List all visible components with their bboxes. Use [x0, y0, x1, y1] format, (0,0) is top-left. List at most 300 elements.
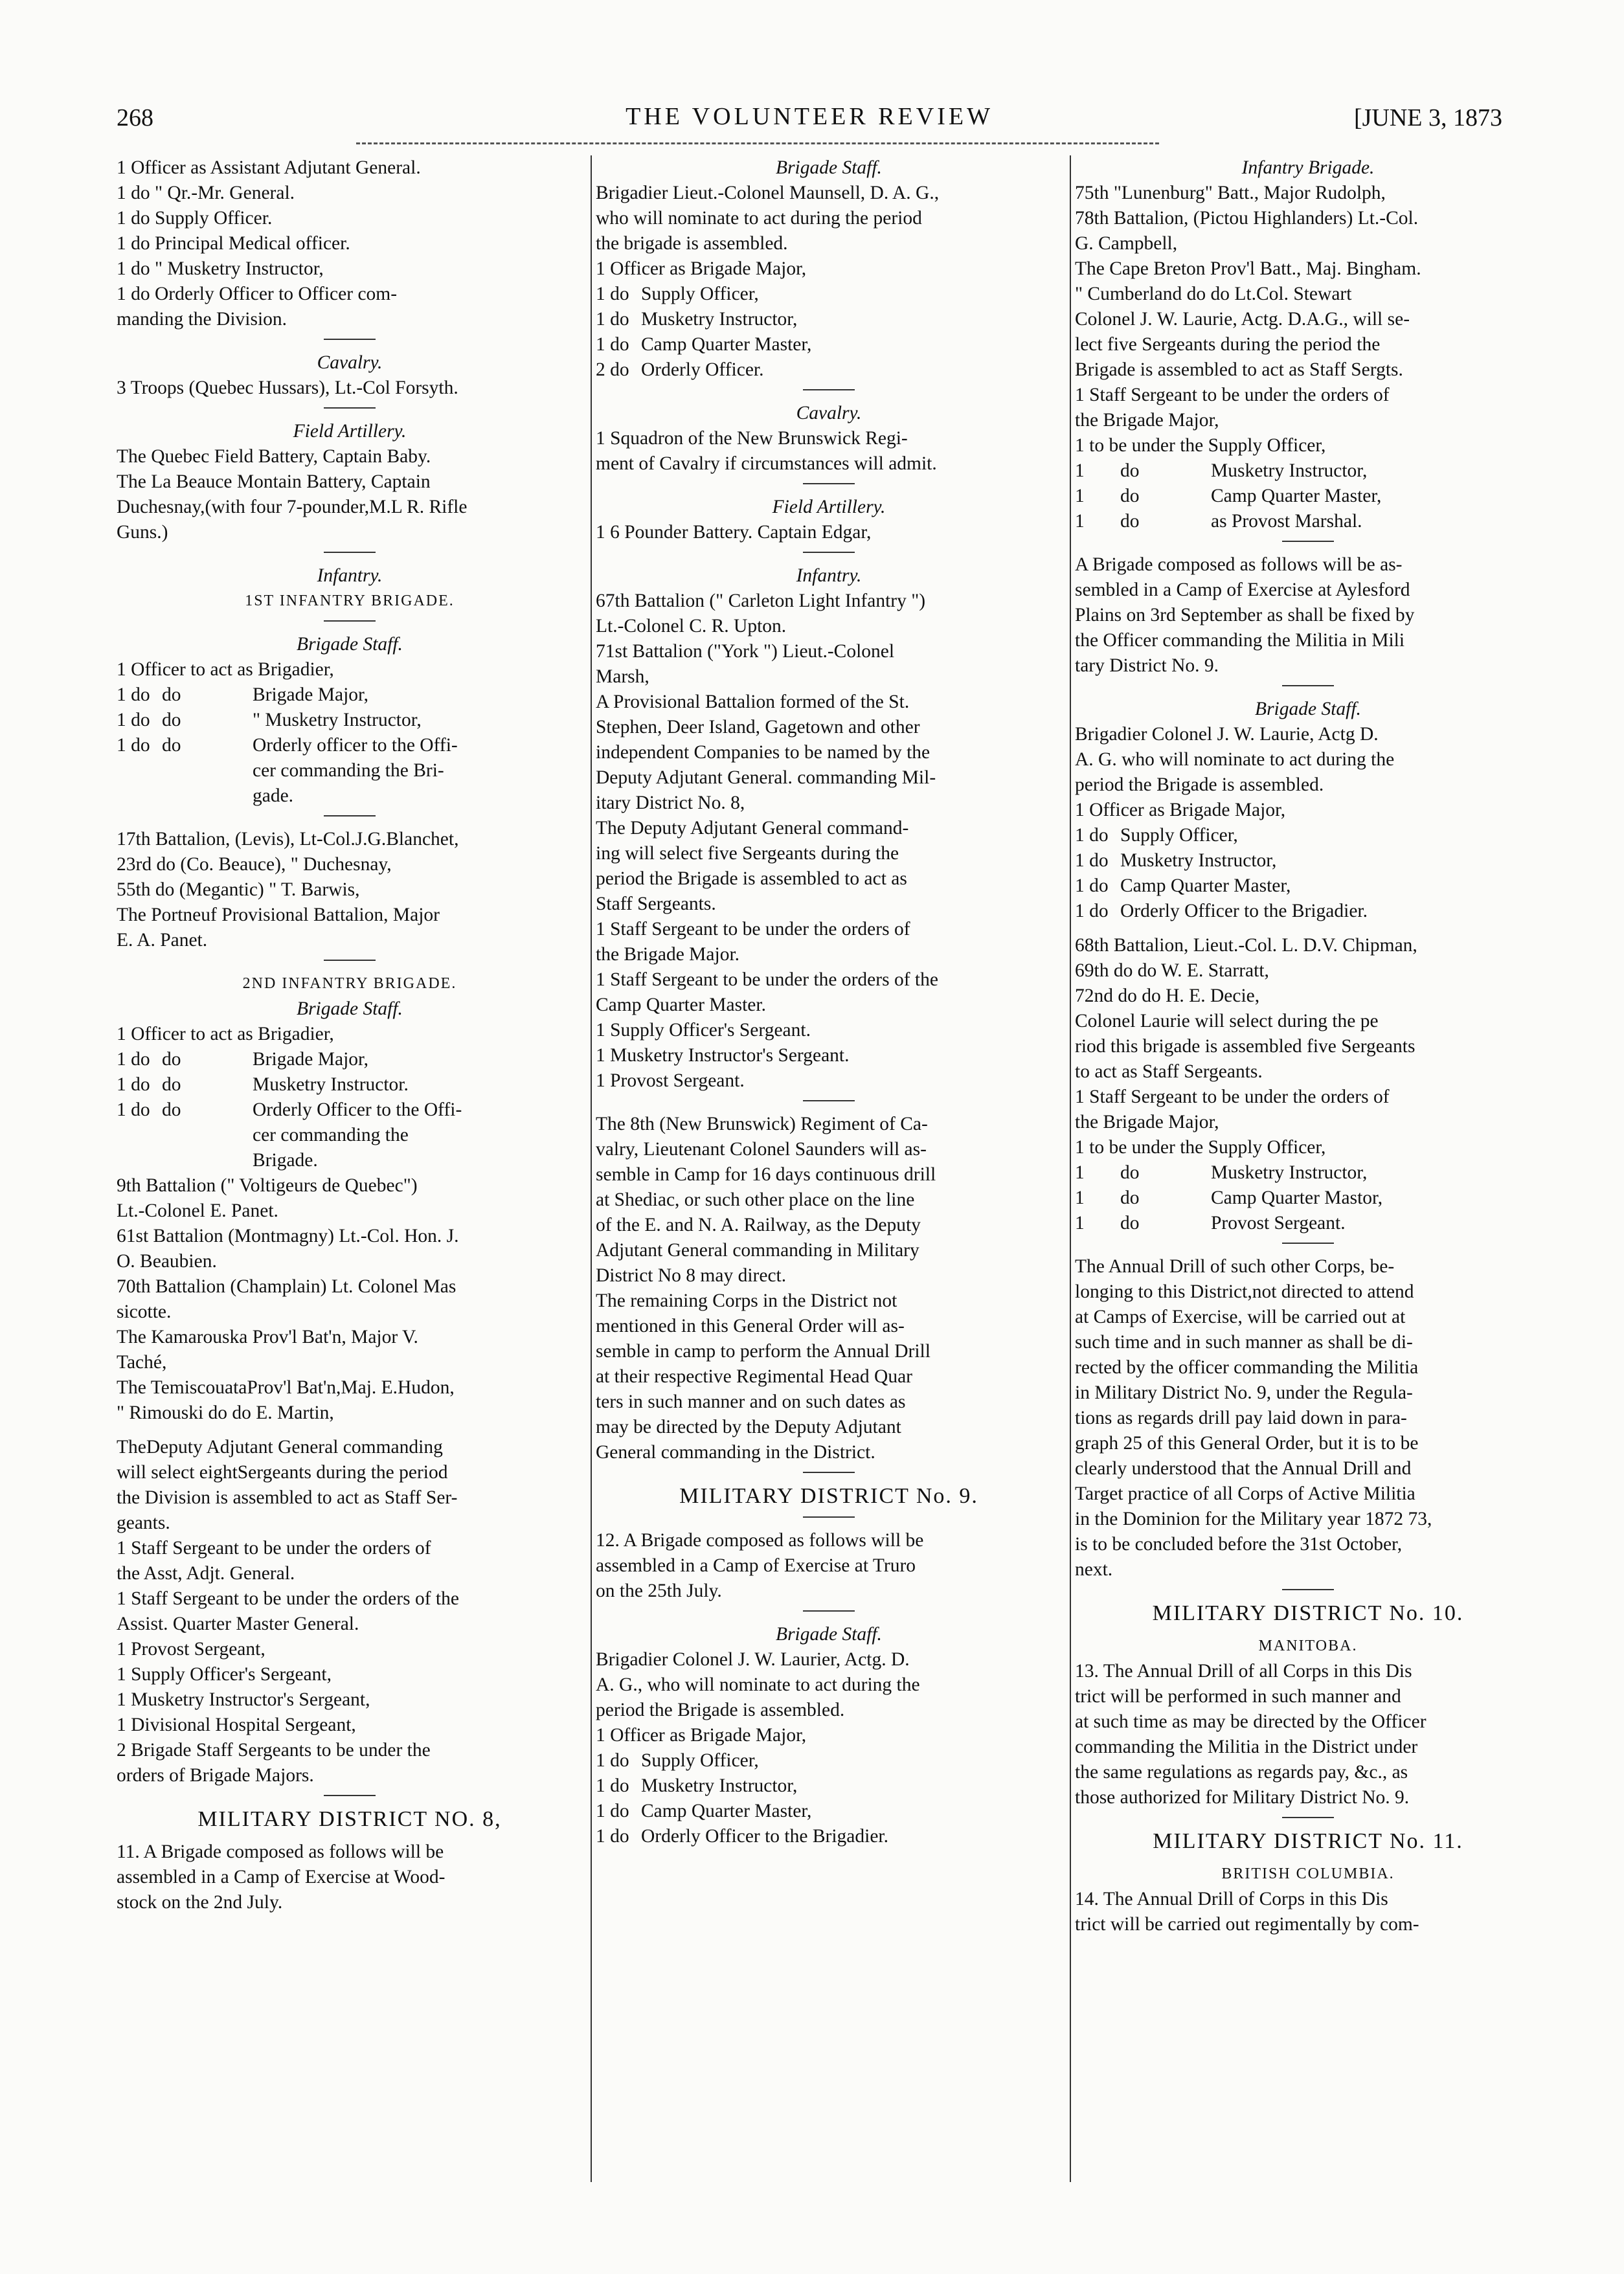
text-line: The Deputy Adjutant General command- — [596, 818, 909, 839]
list-item-cell: 1 do — [596, 334, 629, 355]
text-line: Brigadier Colonel J. W. Laurier, Actg. D. — [596, 1649, 910, 1670]
text-line: Colonel J. W. Laurie, Actg. D.A.G., will se- — [1075, 309, 1410, 330]
list-item-cell: 1 — [1075, 1213, 1085, 1233]
list-item — [1075, 873, 1541, 899]
paragraph — [596, 1528, 1062, 1604]
text-line: 55th do (Megantic) " T. Barwis, — [117, 879, 360, 900]
list-item-cell — [806, 1723, 1062, 1748]
section-rule — [1282, 685, 1334, 686]
list-item — [117, 708, 583, 733]
text-line: 61st Battalion (Montmagny) Lt.-Col. Hon. J. — [117, 1226, 459, 1246]
list-item-cell: Brigade Major, — [253, 684, 369, 705]
text-line: Lt.-Colonel E. Panet. — [117, 1200, 278, 1221]
text-line: the Asst, Adjt. General. — [117, 1563, 295, 1584]
text-line: " Rimouski do do E. Martin, — [117, 1402, 334, 1423]
list-item-cell: 1 do — [1075, 850, 1109, 871]
text-line: will select eightSergeants during the period — [117, 1462, 448, 1483]
text-line: 2 Brigade Staff Sergeants to be under the — [117, 1740, 431, 1761]
list-item-cell: 1 do — [117, 1049, 150, 1070]
section-heading: Infantry Brigade. — [1241, 157, 1375, 178]
text-line: E. A. Panet. — [117, 930, 208, 951]
text-line: commanding the Militia in the District under — [1075, 1737, 1418, 1757]
text-line: ing will select five Sergeants during the — [596, 843, 899, 864]
list-item — [1075, 848, 1541, 873]
list-item — [117, 1123, 583, 1148]
text-line: Assist. Quarter Master General. — [117, 1614, 359, 1634]
list-item-cell — [162, 758, 253, 783]
page-header — [117, 97, 1502, 136]
text-line: Duchesnay,(with four 7-pounder,M.L R. Rifle — [117, 497, 468, 517]
text-line: is to be concluded before the 31st October, — [1075, 1534, 1403, 1555]
district-heading: MILITARY DISTRICT No. 10. — [1152, 1601, 1464, 1625]
text-line: the Officer commanding the Militia in Mili — [1075, 630, 1405, 651]
text-line: ment of Cavalry if circumstances will admit. — [596, 453, 937, 474]
list-item-cell: do — [162, 1049, 181, 1070]
section-rule — [324, 1795, 376, 1796]
infantry-list — [596, 589, 1062, 690]
section-rule — [324, 815, 376, 816]
list-item-cell: do — [1120, 486, 1140, 506]
text-line: on the 25th July. — [596, 1581, 722, 1601]
battalion-list — [1075, 933, 1541, 1009]
text-line: Lt.-Colonel C. R. Upton. — [596, 616, 787, 636]
list-item-cell: Brigade. — [253, 1150, 318, 1171]
list-item-cell: Camp Quarter Master, — [641, 1801, 812, 1821]
list-item-cell: Musketry Instructor, — [1211, 1162, 1368, 1183]
sergeants-rows — [1075, 1160, 1541, 1236]
text-line: of the E. and N. A. Railway, as the Deputy — [596, 1215, 921, 1235]
text-line: The 8th (New Brunswick) Regiment of Ca- — [596, 1114, 928, 1134]
list-item-cell — [1285, 798, 1541, 823]
list-item-cell: do — [1120, 1213, 1140, 1233]
list-item-cell: 1 Officer as Brigade Major, — [1075, 800, 1286, 820]
list-item — [117, 1072, 583, 1098]
list-item-cell: 1 do — [117, 1099, 150, 1120]
list-item — [596, 1824, 1062, 1849]
text-line: The Portneuf Provisional Battalion, Major — [117, 905, 440, 925]
text-line: 71st Battalion ("York ") Lieut.-Colonel — [596, 641, 895, 662]
text-line: ters in such manner and on such dates as — [596, 1391, 906, 1412]
section-heading: Infantry. — [317, 565, 383, 586]
text-line: Colonel Laurie will select during the pe — [1075, 1011, 1379, 1031]
page-number: 268 — [117, 104, 153, 131]
list-item-cell: 1 do — [596, 1801, 629, 1821]
text-line: the Brigade Major, — [1075, 410, 1219, 431]
text-line: District No 8 may direct. — [596, 1265, 787, 1286]
list-item — [117, 657, 583, 682]
brigade-staff-list — [1075, 798, 1541, 924]
text-line: A. G. who will nominate to act during the — [1075, 749, 1395, 770]
list-item-cell: cer commanding the — [253, 1125, 409, 1145]
sergeants-list — [596, 917, 1062, 1094]
text-line: trict will be carried out regimentally by com- — [1075, 1914, 1419, 1935]
paragraph — [1075, 552, 1541, 679]
list-item-cell: as Provost Marshal. — [1211, 511, 1362, 532]
text-line: 1 Musketry Instructor's Sergeant. — [596, 1045, 850, 1066]
list-item-cell: Musketry Instructor, — [1211, 460, 1368, 481]
list-item-cell: 1 — [1075, 1188, 1085, 1208]
text-line: The Cape Breton Prov'l Batt., Maj. Bingham. — [1075, 258, 1421, 279]
brigade-staff-list — [117, 657, 583, 809]
paragraph — [117, 1435, 583, 1536]
text-line: 78th Battalion, (Pictou Highlanders) Lt.-Col. — [1075, 208, 1419, 229]
paragraph — [596, 181, 1062, 256]
division-staff-list — [117, 155, 583, 332]
text-line: may be directed by the Deputy Adjutant — [596, 1417, 901, 1437]
section-rule — [803, 1516, 855, 1518]
text-line: period the Brigade is assembled. — [596, 1700, 845, 1720]
list-item-cell — [162, 1123, 253, 1148]
text-line: 1 Supply Officer's Sergeant, — [117, 1664, 332, 1685]
list-item-cell: Orderly Officer. — [641, 359, 764, 380]
list-item-cell: gade. — [253, 785, 294, 806]
text-line: A Provisional Battalion formed of the St. — [596, 692, 910, 712]
text-line: the same regulations as regards pay, &c., as — [1075, 1762, 1408, 1783]
list-item-cell: 1 do — [596, 1775, 629, 1796]
list-item — [117, 682, 583, 708]
text-line: The Kamarouska Prov'l Bat'n, Major V. — [117, 1327, 418, 1347]
paragraph — [1075, 1659, 1541, 1810]
list-item-cell — [117, 758, 162, 783]
text-line: 9th Battalion (" Voltigeurs de Quebec") — [117, 1175, 418, 1196]
paragraph — [596, 1647, 1062, 1723]
list-item-cell: 1 Officer to act as Brigadier, — [117, 1024, 334, 1044]
list-item-cell — [334, 1022, 425, 1047]
paragraph — [1075, 1887, 1541, 1937]
sergeants-list — [1075, 1085, 1541, 1160]
list-item-cell: do — [1120, 511, 1140, 532]
section-rule — [324, 339, 376, 340]
text-line: the Brigade Major, — [1075, 1112, 1219, 1132]
column-3 — [1075, 155, 1541, 1937]
list-item-cell: Orderly Officer to the Offi- — [253, 1099, 462, 1120]
list-item-cell — [117, 783, 162, 809]
section-rule — [1282, 1589, 1334, 1590]
list-item-cell: 1 do — [117, 1074, 150, 1095]
section-heading: Brigade Staff. — [776, 157, 882, 178]
section-rule — [324, 552, 376, 553]
list-item-cell: 2 do — [596, 359, 629, 380]
list-item-cell: do — [162, 1099, 181, 1120]
list-item-cell: Camp Quarter Master, — [1120, 875, 1291, 896]
section-rule — [803, 389, 855, 390]
text-line: sicotte. — [117, 1301, 172, 1322]
list-item-cell: 1 do — [117, 735, 150, 756]
paragraph — [117, 1840, 583, 1915]
text-line: 3 Troops (Quebec Hussars), Lt.-Col Forsyth. — [117, 377, 458, 398]
text-line: Brigadier Colonel J. W. Laurie, Actg D. — [1075, 724, 1379, 745]
text-line: 1 Divisional Hospital Sergeant, — [117, 1715, 356, 1735]
section-rule — [1282, 1817, 1334, 1818]
district-heading: MILITARY DISTRICT No. 11. — [1153, 1829, 1463, 1853]
text-line: sembled in a Camp of Exercise at Aylesford — [1075, 580, 1410, 600]
text-line: 14. The Annual Drill of Corps in this Dis — [1075, 1889, 1388, 1909]
paragraph — [1075, 722, 1541, 798]
text-line: Taché, — [117, 1352, 167, 1373]
text-line: the Brigade Major. — [596, 944, 740, 965]
section-rule — [324, 620, 376, 622]
text-line: lect five Sergeants during the period the — [1075, 334, 1381, 355]
section-heading: Field Artillery. — [293, 421, 407, 442]
text-line: 1 do Supply Officer. — [117, 208, 273, 229]
district-heading: MILITARY DISTRICT No. 9. — [679, 1484, 978, 1508]
text-line: A. G., who will nominate to act during the — [596, 1674, 920, 1695]
text-line: independent Companies to be named by the — [596, 742, 930, 763]
list-item-cell: Camp Quarter Mastor, — [1211, 1188, 1383, 1208]
list-item — [596, 357, 1062, 383]
artillery-list — [117, 444, 583, 545]
list-item-cell: Supply Officer, — [1120, 825, 1238, 846]
list-item-cell: 1 Officer to act as Brigadier, — [117, 659, 334, 680]
text-line: assembled in a Camp of Exercise at Wood- — [117, 1867, 445, 1887]
text-line: 1 Staff Sergeant to be under the orders of the — [117, 1588, 459, 1609]
text-line: tary District No. 9. — [1075, 655, 1219, 676]
brigade-units-list — [117, 1173, 583, 1426]
section-rule — [803, 483, 855, 484]
text-line: General commanding in the District. — [596, 1442, 875, 1463]
section-rule — [803, 1100, 855, 1101]
list-item-cell: do — [162, 684, 181, 705]
text-line: 23rd do (Co. Beauce), " Duchesnay, — [117, 854, 392, 875]
list-item — [596, 1748, 1062, 1773]
list-item — [117, 733, 583, 758]
sergeants-list — [117, 1536, 583, 1788]
section-heading: Cavalry. — [796, 403, 862, 423]
text-line: period the Brigade is assembled to act as — [596, 868, 907, 889]
text-line: Deputy Adjutant General. commanding Mil- — [596, 767, 936, 788]
section-heading: Brigade Staff. — [297, 634, 403, 655]
section-rule — [803, 1472, 855, 1473]
text-line: 1 Musketry Instructor's Sergeant, — [117, 1689, 370, 1710]
list-item — [117, 783, 583, 809]
text-line: graph 25 of this General Order, but it is to be — [1075, 1433, 1419, 1454]
text-line: The Annual Drill of such other Corps, be- — [1075, 1256, 1395, 1277]
text-line: assembled in a Camp of Exercise at Truro — [596, 1555, 916, 1576]
list-item-cell: 1 do — [117, 710, 150, 730]
list-item — [596, 256, 1062, 282]
list-item-cell: Musketry Instructor, — [641, 309, 798, 330]
text-line: longing to this District,not directed to attend — [1075, 1281, 1414, 1302]
text-line: the brigade is assembled. — [596, 233, 788, 254]
text-line: 1 do Orderly Officer to Officer com- — [117, 284, 398, 304]
text-line: 12. A Brigade composed as follows will be — [596, 1530, 924, 1551]
text-line: semble in camp to perform the Annual Drill — [596, 1341, 930, 1362]
paragraph — [596, 1289, 1062, 1465]
list-item — [596, 282, 1062, 307]
district-heading: MILITARY DISTRICT NO. 8, — [197, 1807, 502, 1831]
text-line: in Military District No. 9, under the Regula- — [1075, 1382, 1413, 1403]
list-item-cell: Camp Quarter Master, — [1211, 486, 1382, 506]
list-item-cell — [117, 1148, 162, 1173]
list-item-cell: 1 — [1075, 1162, 1085, 1183]
text-line: 1 6 Pounder Battery. Captain Edgar, — [596, 522, 872, 543]
paragraph — [596, 816, 1062, 917]
list-item — [1075, 509, 1541, 534]
list-item-cell: cer commanding the Bri- — [253, 760, 444, 781]
section-heading: Brigade Staff. — [1255, 699, 1361, 719]
subsection-heading: BRITISH COLUMBIA. — [1221, 1865, 1395, 1882]
list-item-cell: Orderly Officer to the Brigadier. — [641, 1826, 889, 1847]
subsection-heading: 2ND INFANTRY BRIGADE. — [242, 975, 457, 992]
text-line: at their respective Regimental Head Quar — [596, 1366, 912, 1387]
list-item-cell: 1 do — [596, 284, 629, 304]
brigade-units-list — [117, 827, 583, 953]
list-item-cell: Musketry Instructor. — [253, 1074, 409, 1095]
text-line: 11. A Brigade composed as follows will be — [117, 1841, 444, 1862]
list-item-cell: " Musketry Instructor, — [253, 710, 422, 730]
text-line: 1 Staff Sergeant to be under the orders of — [1075, 1086, 1390, 1107]
text-line: Brigade is assembled to act as Staff Sergts. — [1075, 359, 1403, 380]
text-line: itary District No. 8, — [596, 793, 745, 813]
paragraph — [596, 1112, 1062, 1289]
list-item — [117, 758, 583, 783]
list-item — [596, 1799, 1062, 1824]
paragraph — [596, 426, 1062, 477]
section-rule — [324, 960, 376, 961]
text-line: clearly understood that the Annual Drill and — [1075, 1458, 1412, 1479]
text-line: 69th do do W. E. Starratt, — [1075, 960, 1269, 981]
text-line: 1 Staff Sergeant to be under the orders of the — [596, 969, 938, 990]
masthead: THE VOLUNTEER REVIEW — [626, 103, 993, 130]
list-item-cell: Camp Quarter Master, — [641, 334, 812, 355]
text-line: 1 Staff Sergeant to be under the orders of — [596, 919, 910, 940]
section-rule — [324, 407, 376, 409]
section-heading: Cavalry. — [317, 352, 383, 373]
paragraph — [1075, 1254, 1541, 1582]
list-item-cell: 1 Officer as Brigade Major, — [596, 1725, 807, 1746]
text-line: manding the Division. — [117, 309, 288, 330]
section-rule — [803, 552, 855, 553]
header-rule — [356, 142, 1159, 144]
brigade-staff-list — [596, 1723, 1062, 1849]
text-line: period the Brigade is assembled. — [1075, 774, 1324, 795]
text-line: 1 to be under the Supply Officer, — [1075, 1137, 1326, 1158]
section-heading: Field Artillery. — [772, 497, 886, 517]
text-line: 1 Squadron of the New Brunswick Regi- — [596, 428, 908, 449]
list-item-cell — [162, 1148, 253, 1173]
list-item — [1075, 1211, 1541, 1236]
text-line: orders of Brigade Majors. — [117, 1765, 314, 1786]
text-line: A Brigade composed as follows will be as- — [1075, 554, 1403, 575]
list-item-cell: 1 do — [596, 1826, 629, 1847]
infantry-list — [1075, 181, 1541, 383]
text-line: riod this brigade is assembled five Sergeants — [1075, 1036, 1415, 1057]
text-line: stock on the 2nd July. — [117, 1892, 283, 1913]
column-1 — [117, 155, 583, 1915]
list-item — [117, 1047, 583, 1072]
text-line: The Quebec Field Battery, Captain Baby. — [117, 446, 431, 467]
list-item — [117, 1148, 583, 1173]
text-line: The TemiscouataProv'l Bat'n,Maj. E.Hudon, — [117, 1377, 455, 1398]
text-line: TheDeputy Adjutant General commanding — [117, 1437, 443, 1458]
list-item — [1075, 798, 1541, 823]
list-item-cell — [162, 783, 253, 809]
text-line: Target practice of all Corps of Active Militia — [1075, 1483, 1415, 1504]
list-item-cell: 1 do — [596, 1750, 629, 1771]
text-line: 70th Battalion (Champlain) Lt. Colonel Mas — [117, 1276, 457, 1297]
list-item — [1075, 1186, 1541, 1211]
text-line: at such time as may be directed by the Officer — [1075, 1711, 1427, 1732]
text-line: at Shediac, or such other place on the line — [596, 1189, 915, 1210]
text-line: in the Dominion for the Military year 1872 73, — [1075, 1509, 1432, 1529]
text-line: Stephen, Deer Island, Gagetown and other — [596, 717, 920, 737]
text-line: 1 Provost Sergeant, — [117, 1639, 265, 1660]
text-line: G. Campbell, — [1075, 233, 1178, 254]
list-item-cell: do — [1120, 460, 1140, 481]
list-item — [596, 1773, 1062, 1799]
text-line: Guns.) — [117, 522, 168, 543]
text-line: such time and in such manner as shall be di- — [1075, 1332, 1413, 1353]
section-rule — [1282, 1243, 1334, 1244]
list-item-cell: 1 do — [596, 309, 629, 330]
list-item — [596, 1723, 1062, 1748]
text-line: 68th Battalion, Lieut.-Col. L. D.V. Chipman, — [1075, 935, 1417, 956]
list-item-cell: Musketry Instructor, — [1120, 850, 1277, 871]
text-line: 1 do " Musketry Instructor, — [117, 258, 324, 279]
text-line: tions as regards drill pay laid down in para- — [1075, 1408, 1407, 1428]
text-line: who will nominate to act during the period — [596, 208, 922, 229]
text-line: semble in Camp for 16 days continuous drill — [596, 1164, 936, 1185]
text-line: 1 Staff Sergeant to be under the orders of — [1075, 385, 1390, 405]
text-line: 1 Staff Sergeant to be under the orders of — [117, 1538, 431, 1559]
list-item-cell: 1 Officer as Brigade Major, — [596, 258, 807, 279]
text-line: Camp Quarter Master. — [596, 995, 766, 1015]
list-item-cell — [806, 256, 1062, 282]
section-heading: Brigade Staff. — [297, 998, 403, 1019]
list-item-cell: Orderly Officer to the Brigadier. — [1120, 901, 1368, 921]
text-line: to act as Staff Sergeants. — [1075, 1061, 1263, 1082]
text-line: 67th Battalion (" Carleton Light Infantry ") — [596, 591, 926, 611]
text-line: trict will be performed in such manner and — [1075, 1686, 1401, 1707]
list-item — [1075, 458, 1541, 484]
brigade-staff-list — [117, 1022, 583, 1173]
text-line: 1 Supply Officer's Sergeant. — [596, 1020, 811, 1041]
list-item — [117, 1022, 583, 1047]
text-line: mentioned in this General Order will as- — [596, 1316, 905, 1336]
text-line: The La Beauce Montain Battery, Captain — [117, 471, 431, 492]
list-item-cell: 1 do — [1075, 875, 1109, 896]
section-heading: Brigade Staff. — [776, 1624, 882, 1645]
list-item-cell: Supply Officer, — [641, 284, 759, 304]
text-line: those authorized for Military District No. 9. — [1075, 1787, 1410, 1808]
list-item-cell — [425, 657, 583, 682]
text-line: geants. — [117, 1513, 170, 1533]
list-item-cell — [117, 1123, 162, 1148]
list-item-cell: do — [1120, 1188, 1140, 1208]
section-rule — [1282, 541, 1334, 542]
list-item-cell: Provost Sergeant. — [1211, 1213, 1346, 1233]
list-item-cell: do — [1120, 1162, 1140, 1183]
text-line: " Cumberland do do Lt.Col. Stewart — [1075, 284, 1352, 304]
list-item — [596, 332, 1062, 357]
text-line: O. Beaubien. — [117, 1251, 217, 1272]
list-item — [1075, 1160, 1541, 1186]
list-item-cell — [334, 657, 425, 682]
text-line: the Division is assembled to act as Staff Ser- — [117, 1487, 458, 1508]
list-item-cell — [425, 1022, 583, 1047]
issue-date: [JUNE 3, 1873 — [1353, 104, 1502, 131]
section-rule — [803, 1610, 855, 1612]
text-line: 13. The Annual Drill of all Corps in this Dis — [1075, 1661, 1412, 1682]
text-line: 72nd do do H. E. Decie, — [1075, 985, 1260, 1006]
list-item — [117, 1098, 583, 1123]
column-divider — [591, 155, 592, 2182]
section-heading: Infantry. — [796, 565, 862, 586]
column-2 — [596, 155, 1062, 1849]
paragraph — [596, 690, 1062, 816]
brigade-staff-list — [596, 256, 1062, 383]
list-item-cell: Orderly officer to the Offi- — [253, 735, 458, 756]
